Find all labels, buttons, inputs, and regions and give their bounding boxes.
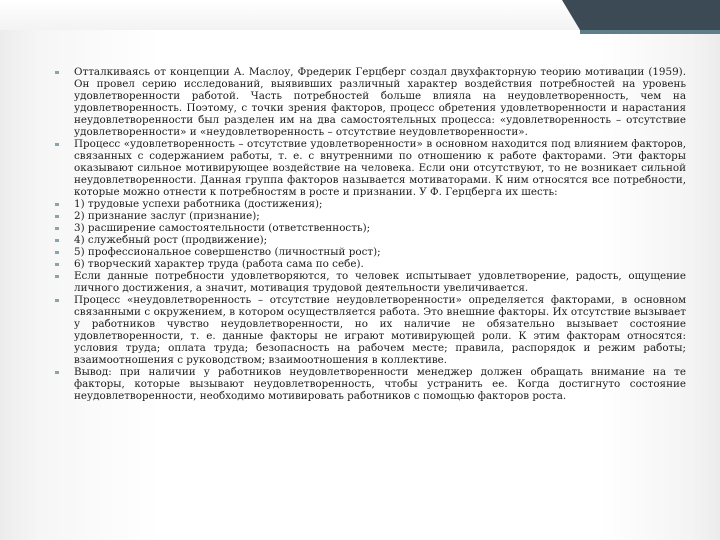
bullet-item bbox=[52, 366, 686, 402]
bullet-text: 1) трудовые успехи работника (достижения); bbox=[74, 198, 323, 210]
bullet-item bbox=[52, 198, 686, 210]
bullet-square-icon bbox=[55, 227, 59, 231]
bullet-item bbox=[52, 222, 686, 234]
bullet-item bbox=[52, 138, 686, 198]
bullet-list bbox=[52, 66, 686, 402]
bullet-item bbox=[52, 66, 686, 138]
bullet-text: Если данные потребности удовлетворяются, то человек испытывает удовлетворение, радость, ощущение личного достижения, а значит, мотивация трудовой деятельности увеличивается. bbox=[74, 270, 686, 294]
bullet-text: 6) творческий характер труда (работа сама по себе). bbox=[74, 258, 364, 270]
bullet-item bbox=[52, 234, 686, 246]
bullet-square-icon bbox=[55, 251, 59, 255]
header-corner-fold bbox=[562, 0, 580, 30]
bullet-text: Отталкиваясь от концепции А. Маслоу, Фредерик Герцберг создал двухфакторную теорию мотивации (1959). Он провел серию исследований, выявивших различный характер воздействия потребностей на уровень удовлетворенности работой. Часть потребностей больше влияла на неудовлетворенность, чем на удовлетворенность. Поэтому, с точки зрения факторов, процесс обретения удовлетворенности и нарастания неудовлетворенности был разделен им на два самостоятельных процесса: «удовлетворенность – отсутствие удовлетворенности» и «неудовлетворенность – отсутствие неудовлетворенности». bbox=[74, 66, 686, 138]
bullet-item bbox=[52, 246, 686, 258]
bullet-item bbox=[52, 270, 686, 294]
bullet-square-icon bbox=[55, 263, 59, 267]
header-corner-accent bbox=[580, 30, 720, 34]
bullet-text: Процесс «неудовлетворенность – отсутствие неудовлетворенности» определяется факторами, в основном связанными с окружением, в котором осуществляется работа. Это внешние факторы. Их отсутствие вызывает у работников чувство неудовлетворенности, но их наличие не обязательно вызывает состояние удовлетворенности, т. е. данные факторы не играют мотивирующей роли. К этим факторам относятся: условия труда; оплата труда; безопасность на рабочем месте; правила, распорядок и режим работы; взаимоотношения с руководством; взаимоотношения в коллективе. bbox=[74, 294, 686, 366]
bullet-item bbox=[52, 210, 686, 222]
bullet-text: 5) профессиональное совершенство (личностный рост); bbox=[74, 246, 381, 258]
slide-body bbox=[52, 66, 686, 402]
bullet-square-icon bbox=[55, 71, 59, 75]
bullet-square-icon bbox=[55, 203, 59, 207]
bullet-square-icon bbox=[55, 215, 59, 219]
bullet-text: 4) служебный рост (продвижение); bbox=[74, 234, 268, 246]
bullet-item bbox=[52, 258, 686, 270]
bullet-square-icon bbox=[55, 239, 59, 243]
bullet-square-icon bbox=[55, 371, 59, 375]
bullet-item bbox=[52, 294, 686, 366]
bullet-text: 3) расширение самостоятельности (ответственность); bbox=[74, 222, 371, 234]
bullet-square-icon bbox=[55, 275, 59, 279]
bullet-square-icon bbox=[55, 299, 59, 303]
bullet-square-icon bbox=[55, 143, 59, 147]
bullet-text: 2) признание заслуг (признание); bbox=[74, 210, 260, 222]
header-corner-block bbox=[580, 0, 720, 30]
bullet-text: Процесс «удовлетворенность – отсутствие удовлетворенности» в основном находится под влиянием факторов, связанных с содержанием работы, т. е. с внутренними по отношению к работе факторами. Эти факторы оказывают сильное мотивирующее воздействие на человека. Если они отсутствуют, то не возникает сильной неудовлетворенности. Данная группа факторов называется мотиваторами. К ним относятся все потребности, которые можно отнести к потребностям в росте и признании. У Ф. Герцберга их шесть: bbox=[74, 138, 686, 198]
bullet-text: Вывод: при наличии у работников неудовлетворенности менеджер должен обращать внимание на те факторы, которые вызывают неудовлетворенность, чтобы устранить ее. Когда достигнуто состояние неудовлетворенности, необходимо мотивировать работников с помощью факторов роста. bbox=[74, 366, 686, 402]
